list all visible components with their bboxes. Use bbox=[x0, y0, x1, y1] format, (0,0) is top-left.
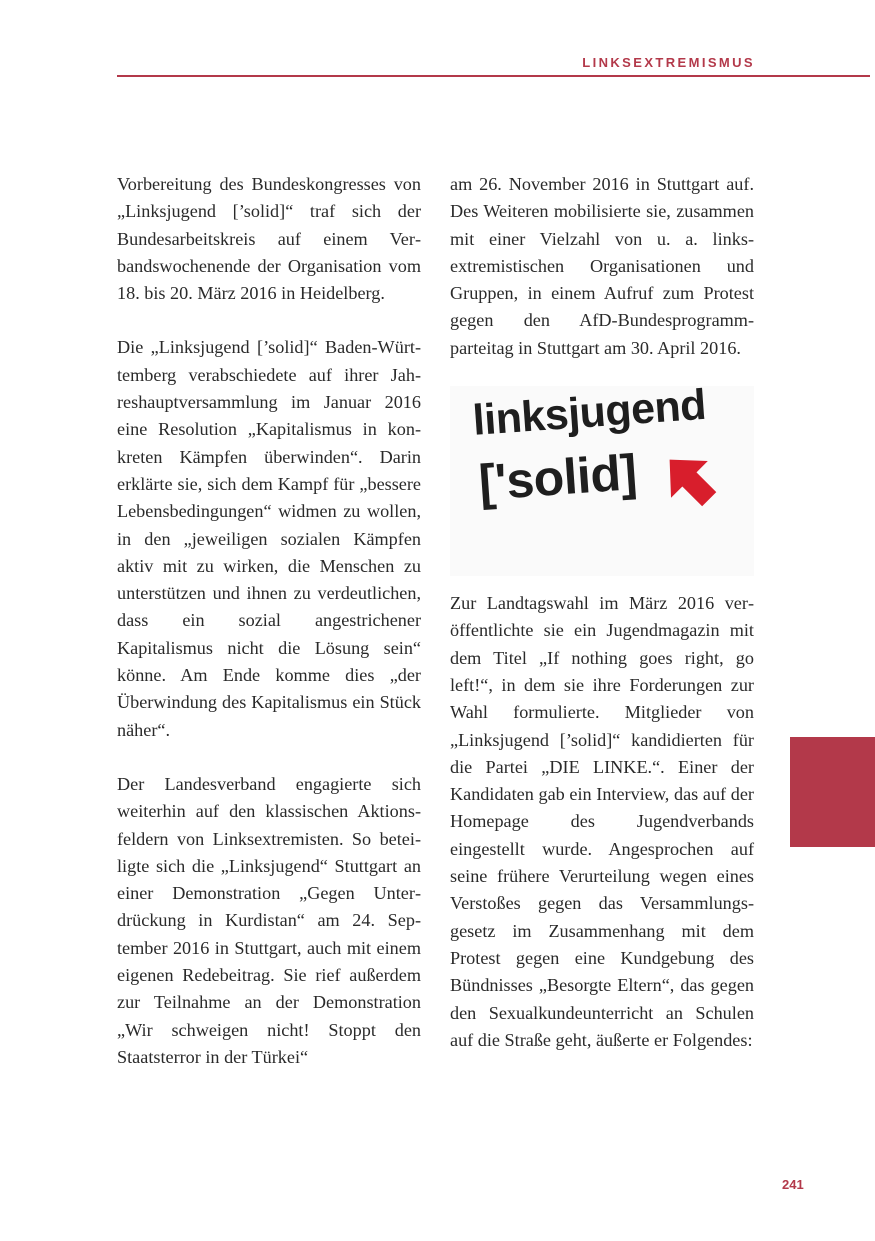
page-number: 241 bbox=[782, 1177, 804, 1192]
paragraph: Zur Landtagswahl im März 2016 veröffentlichte sie ein Jugendmagazin mit dem Titel „If nothing goes right, go left!“, in dem sie ihre Forderungen zur Wahl formulierte. Mitglieder von „Linksjugend [’solid]“ kandidierten für die Partei „DIE LINKE.“. Einer der Kandidaten gab ein Interview, das auf der Homepage des Jugendverbands eingestellt wurde. Angesprochen auf seine frühere Verurteilung wegen eines Verstoßes gegen das Versammlungsgesetz im Zusammenhang mit dem Protest gegen eine Kundgebung des Bündnisses „Besorgte Eltern“, das gegen den Sexualkundeunterricht an Schulen auf die Straße geht, äußerte er Folgendes: bbox=[450, 593, 754, 1050]
header-rule bbox=[117, 75, 870, 77]
logo-text-line1: linksjugend bbox=[471, 380, 708, 445]
logo-text-line2: ['solid] bbox=[476, 444, 639, 511]
arrow-icon bbox=[450, 380, 754, 576]
paragraph: Die „Linksjugend [’solid]“ Baden-Württemberg verabschiedete auf ihrer Jahreshauptversammlung im Januar 2016 eine Resolution „Kapitalismus in konkreten Kämpfen überwinden“. Darin erklärte sie, sich dem Kampf für „bessere Lebensbedingungen“ widmen zu wollen, in den „jeweiligen sozialen Kämpfen aktiv mit zu wirken, die Menschen zu unterstützen und ihnen zu verdeutlichen, dass ein sozial angestrichener Kapitalismus nicht die Lösung sein“ könne. Am Ende komme dies „der Überwindung des Kapitalismus ein Stück näher“. bbox=[117, 337, 421, 740]
chapter-tab-marker bbox=[790, 737, 875, 847]
right-column bbox=[450, 171, 754, 1054]
paragraph: am 26. November 2016 in Stuttgart auf. Des Weiteren mobilisierte sie, zusammen mit einer Vielzahl von u. a. linksextremistischen Organisationen und Gruppen, in einem Aufruf zum Protest gegen den AfD-Bundesprogrammparteitag in Stuttgart am 30. April 2016. bbox=[450, 174, 754, 358]
linksjugend-solid-logo bbox=[450, 380, 754, 576]
paragraph: Der Landesverband engagierte sich weiterhin auf den klassischen Aktionsfeldern von Linksextremisten. So beteiligte sich die „Linksjugend“ Stuttgart an einer Demonstration „Gegen Unterdrückung in Kurdistan“ am 24. September 2016 in Stuttgart, auch mit einem eigenen Redebeitrag. Sie rief außerdem zur Teilnahme an der Demonstration „Wir schweigen nicht! Stoppt den Staatsterror in der Türkei“ bbox=[117, 773, 421, 1067]
running-header: LINKSEXTREMISMUS bbox=[582, 55, 755, 70]
left-column bbox=[117, 171, 421, 1071]
paragraph: Vorbereitung des Bundeskongresses von „Linksjugend [’solid]“ traf sich der Bundesarbeitskreis auf einem Verbandswochenende der Organisation vom 18. bis 20. März 2016 in Heidelberg. bbox=[117, 174, 421, 304]
